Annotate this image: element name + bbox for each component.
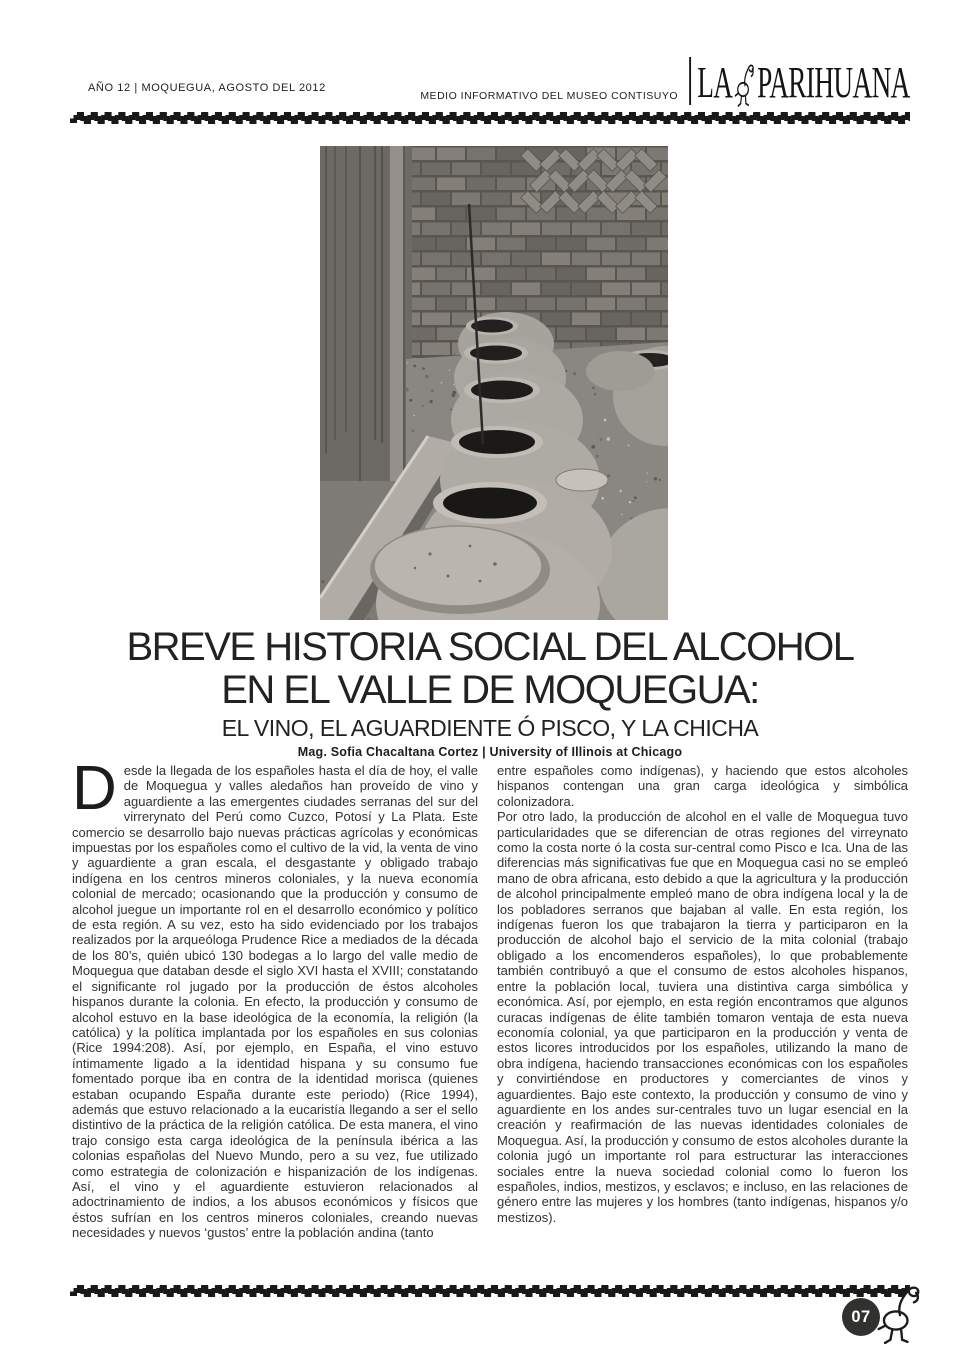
parihuana-bird-icon — [874, 1282, 926, 1344]
body-paragraph — [72, 754, 478, 1241]
textile-border-top — [70, 111, 910, 125]
article-title-line2: EN EL VALLE DE MOQUEGUA: — [221, 668, 759, 712]
article-subtitle: EL VINO, EL AGUARDIENTE Ó PISCO, Y LA CHICHA — [221, 715, 759, 741]
body-text: esde la llegada de los españoles hasta el día de hoy, el valle de Moquegua y valles aledaños han proveído de vino y aguardiente a las emergentes ciudades serranas del sur del virrerynato del Perú como Cuzco, Potosí y La Plata. Este comercio se desarrollo bajo nuevas prácticas agrícolas y económicas impuestas por los españoles como el cultivo de la vid, la venta de vino y aguardiente a gran escala, el desgastante y obligado trabajo indígena en los centros mineros coloniales, y la nueva economía colonial de mercado; ocasionando que la producción y consumo de alcohol juegue un importante rol en el desarrollo económico y político de esta región. A su vez, esto ha sido evidenciado por los trabajos realizados por la arqueóloga Prudence Rice a mediados de la década de los 80’s, quién ubicó 130 bodegas a lo largo del valle medio de Moquegua que databan desde el siglo XVI hasta el XVIII; constatando el significante rol jugado por la producción de éstos alcoholes hispanos durante la colonia. En efecto, la producción y consumo de alcohol estuvo en la base ideológica de la economía, la religión (la católica) y la política implantada por los españoles en sus colonias (Rice 1994:208). Así, por ejemplo, en España, el vino estuvo íntimamente ligado a la identidad hispana y su consumo fue fomentado porque iba en contra de la identidad morisca (quienes estaban ocupando España durante este periodo) (Rice 1994), además que estuvo relacionado a la eucaristía llegando a ser el sello distintivo de la práctica de la religión católica. De esta manera, el vino trajo consigo esta carga ideológica de la península ibérica a las colonias españolas del Nuevo Mundo, pero a su vez, fue utilizado como estrategia de colonización e hispanización de los indígenas. Así, el vino y el aguardiente estuvieron relacionados al adoctrinamiento de indios, a los abusos económicos y físicos que éstos sufrían en los centros mineros coloniales, creando nuevas necesidades y nuevos ‘gustos’ entre la población andina (tanto — [72, 763, 478, 1241]
publication-info: MEDIO INFORMATIVO DEL MUSEO CONTISUYO — [420, 90, 678, 102]
masthead-word-la: LA — [697, 58, 733, 107]
tinajas-photo — [320, 146, 668, 620]
masthead — [689, 57, 910, 105]
page-number-badge: 07 — [842, 1298, 880, 1336]
masthead-divider — [689, 57, 691, 105]
body-paragraph: Por otro lado, la producción de alcohol en el valle de Moquegua tuvo particularidades que se diferencian de otras regiones del virreynato como la costa norte ó la costa sur-central como Pisco e Ica. Una de las diferencias más significativas fue que en Moquegua casi no se empleó mano de obra africana, esto debido a que la agricultura y la producción de alcohol principalmente empleó mano de obra indígena local y la de los pobladores serranos que bajaban al valle. En esta región, los indígenas fueron los que trabajaron la tierra y participaron en la producción de alcohol bajo el servicio de la mita colonial (trabajo obligado a los encomenderos españoles), lo que probablemente también contribuyó a que el consumo de estos alcoholes hispanos, entre la población local, tuviera una distintiva carga simbólica y económica. Así, por ejemplo, en esta región encontramos que algunos curacas indígenas de élite también tomaron ventaja de esta nueva economía colonial, ya que participaron en la producción y venta de estos licores introducidos por los españoles, utilizando la mano de obra indígena, haciendo transacciones económicas con los españoles y convirtiéndose en productores y comerciantes de vinos y aguardientes. Bajo este contexto, la producción y consumo de vino y aguardiente en los andes sur-centrales tuvo un lugar esencial en la creación y reafirmación de las nuevas identidades coloniales de Moquegua. Así, la producción y consumo de estos alcoholes durante la colonia jugó un importante rol para estructurar las interacciones sociales entre la nueva sociedad colonial como lo fueron los españoles, indios, mestizos, y esclavos; e incluso, en las relaciones de género entre las mujeres y los hombres (tanto indígenas, hispanos y/o mestizos). — [497, 809, 908, 1225]
issue-date-line: AÑO 12 | MOQUEGUA, AGOSTO DEL 2012 — [88, 82, 326, 94]
article-byline: Mag. Sofia Chacaltana Cortez | University of Illinois at Chicago — [297, 745, 683, 759]
parihuana-bird-icon — [734, 61, 756, 107]
drop-cap: D — [72, 754, 117, 823]
body-column-1 — [72, 754, 478, 1241]
masthead-word-parihuana: PARIHUANA — [757, 58, 910, 107]
article-title-line1: BREVE HISTORIA SOCIAL DEL ALCOHOL — [126, 625, 854, 669]
article-title-block — [0, 626, 980, 760]
textile-border-bottom — [70, 1284, 910, 1298]
body-column-2 — [497, 763, 908, 1225]
body-paragraph: entre españoles como indígenas), y haciendo que estos alcoholes hispanos contengan una gran carga ideológica y simbólica colonizadora. — [497, 763, 908, 809]
